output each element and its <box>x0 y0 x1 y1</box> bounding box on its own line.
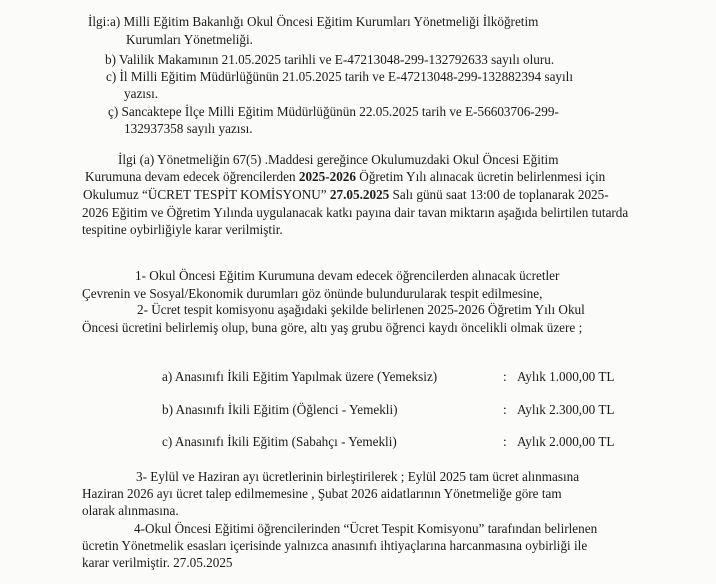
fee-amount: Aylık 2.000,00 TL <box>517 434 615 449</box>
fee-separator: : <box>503 369 507 384</box>
fee-separator: : <box>503 402 507 417</box>
fee-amount: Aylık 2.300,00 TL <box>517 402 615 417</box>
intro-year-bold: 2025-2026 <box>298 169 356 184</box>
intro-line4: 2026 Eğitim ve Öğretim Yılında uygulanacak katkı payına dair tavan miktarın aşağıda belirtilen tutarda <box>82 205 629 220</box>
fee-label: c) Anasınıfı İkili Eğitim (Sabahçı - Yemekli) <box>162 434 397 449</box>
fee-separator: : <box>503 434 507 449</box>
fee-label: b) Anasınıfı İkili Eğitim (Öğlenci - Yemekli) <box>162 402 398 417</box>
item3-line1: 3- Eylül ve Haziran ayı ücretlerinin birleştirilerek ; Eylül 2025 tam ücret alınmasına <box>136 469 580 484</box>
reference-b: b) Valilik Makamının 21.05.2025 tarihli ve E-47213048-299-132792633 sayılı oluru. <box>105 52 555 67</box>
item4-line3: karar verilmiştir. 27.05.2025 <box>82 555 233 570</box>
reference-cc-line2: 132937358 sayılı yazısı. <box>124 121 253 136</box>
item1-line1: 1- Okul Öncesi Eğitim Kurumuna devam edecek öğrencilerden alınacak ücretler <box>135 268 560 283</box>
reference-cc-line1: ç) Sancaktepe İlçe Milli Eğitim Müdürlüğünün 22.05.2025 tarih ve E-56603706-299- <box>108 104 559 119</box>
fee-label: a) Anasınıfı İkili Eğitim Yapılmak üzere (Yemeksiz) <box>162 369 438 384</box>
intro-line5: tespitine oybirliğiyle karar verilmiştir. <box>82 222 283 237</box>
intro-date-bold: 27.05.2025 <box>329 187 390 202</box>
item2-line1: 2- Ücret tespit komisyonu aşağıdaki şekilde belirlenen 2025-2026 Öğretim Yılı Okul <box>137 302 585 317</box>
reference-a-line1: İlgi:a) Milli Eğitim Bakanlığı Okul Öncesi Eğitim Kurumları Yönetmeliği İlköğretim <box>88 14 539 29</box>
reference-a-line2: Kurumları Yönetmeliği. <box>126 32 253 47</box>
intro-line1: İlgi (a) Yönetmeliğin 67(5) .Maddesi gereğince Okulumuzdaki Okul Öncesi Eğitim <box>118 152 559 167</box>
intro-line3: Okulumuz “ÜCRET TESPİT KOMİSYONU” 27.05.2025 Salı günü saat 13:00 de toplanarak 2025- <box>83 187 609 202</box>
item1-line2: Çevrenin ve Sosyal/Ekonomik durumları göz önünde bulundurularak tespit edilmesine, <box>82 286 543 301</box>
reference-c-line2: yazısı. <box>124 86 159 101</box>
item3-line2: Haziran 2026 ayı ücret talep edilmemesine , Şubat 2026 aidatlarının Yönetmeliğe göre tam <box>82 486 562 501</box>
fee-amount: Aylık 1.000,00 TL <box>517 369 615 384</box>
item4-line1: 4-Okul Öncesi Eğitimi öğrencilerinden “Ücret Tespit Komisyonu” tarafından belirlenen <box>134 521 598 536</box>
intro-line2: Kurumuna devam edecek öğrencilerden 2025-2026 Öğretim Yılı alınacak ücretin belirlenmesi için <box>85 169 606 184</box>
reference-c-line1: c) İl Milli Eğitim Müdürlüğünün 21.05.2025 tarih ve E-47213048-299-132882394 sayılı <box>106 69 574 84</box>
item4-line2: ücretin Yönetmelik esasları içerisinde yalnızca anasınıfı ihtiyaçlarına harcanmasına oybirliği ile <box>82 538 588 553</box>
item2-line2: Öncesi ücretini belirlemiş olup, buna göre, altı yaş grubu öğrenci kaydı öncelikli olmak üzere ; <box>82 320 583 335</box>
item3-line3: olarak alınmasına. <box>82 503 179 518</box>
